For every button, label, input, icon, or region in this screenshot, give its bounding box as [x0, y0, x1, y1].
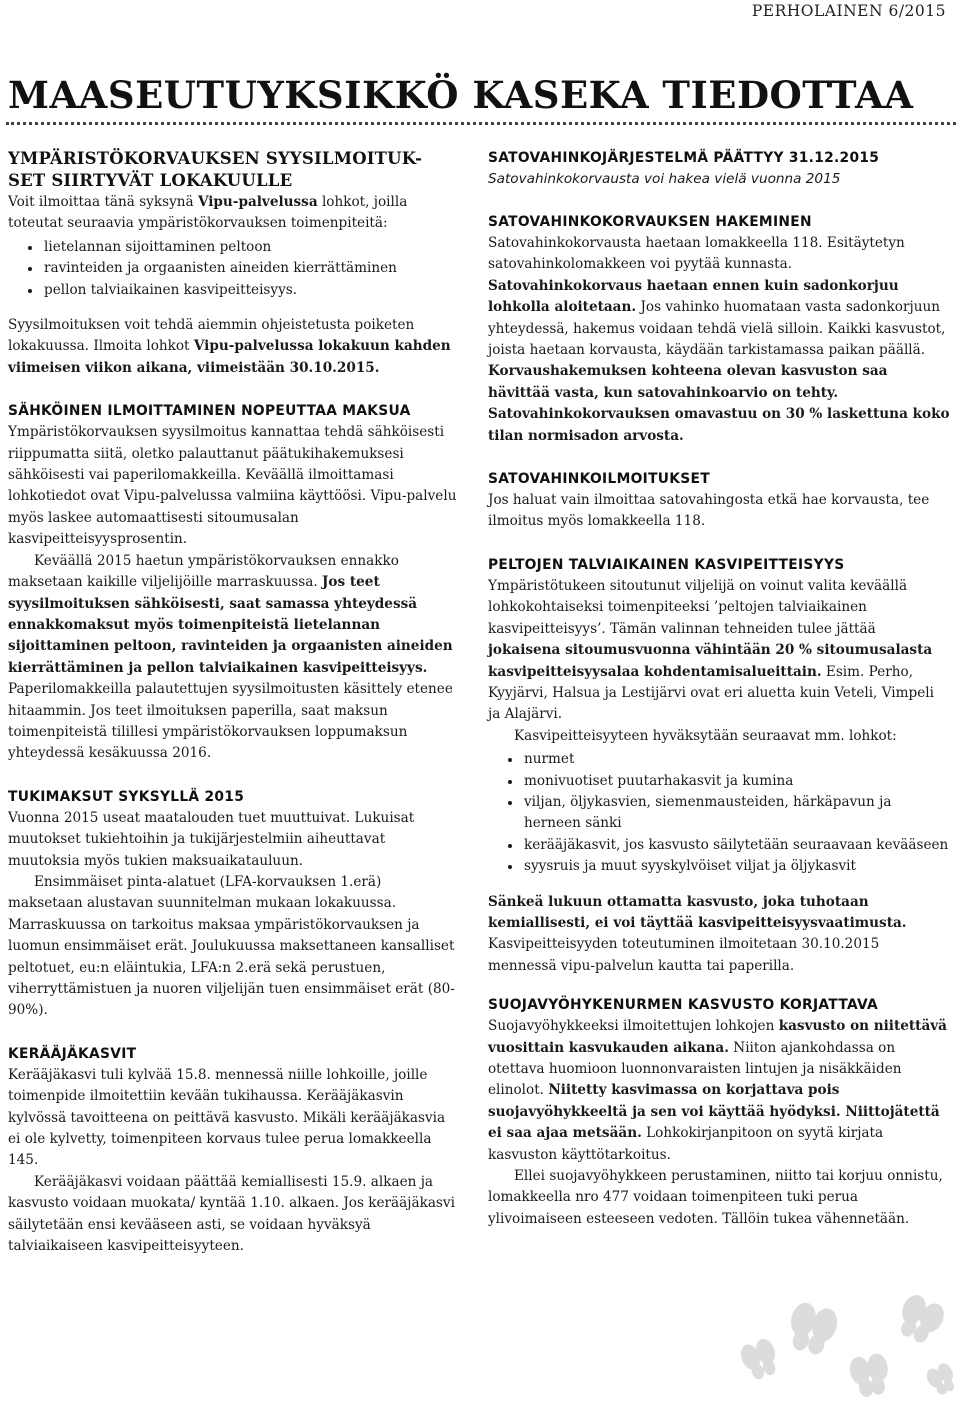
- paragraph: Jos haluat vain ilmoittaa satovahingosta etkä hae korvausta, tee ilmoitus myös lomakkeella 118.: [488, 492, 930, 530]
- section-heading: SATOVAHINKOKORVAUKSEN HAKEMINEN: [488, 214, 812, 230]
- bullet-list: [8, 237, 460, 301]
- heading-line-1: YMPÄRISTÖKORVAUKSEN SYYSILMOITUK-: [8, 149, 423, 168]
- list-item: • kerääjäkasvit, jos kasvusto säilytetään seuraavaan kevääseen: [522, 835, 950, 856]
- text-run: Kasvipeitteisyyden toteutuminen ilmoitetaan 30.10.2015 mennessä vipu-palvelun kautta tai paperilla.: [488, 936, 880, 974]
- text-run-bold: Satovahinkokorvaus haetaan ennen kuin sadonkorjuu lohkolla aloitetaan.: [488, 277, 899, 316]
- page-title: MAASEUTUYKSIKKÖ KASEKA TIEDOTTAA: [8, 73, 914, 117]
- paragraph: [8, 551, 460, 765]
- text-run: Paperilomakkeilla palautettujen syysilmoitusten käsittely etenee hitaammin. Jos teet ilmoituksen paperilla, saat maksun toimenpiteistä tilillesi ympäristökorvauksen loppumaksun yhteydessä kesäkuussa 2016.: [8, 681, 453, 762]
- list-item: • pellon talviaikainen kasvipeitteisyys.: [42, 280, 460, 301]
- paragraph: [8, 192, 460, 235]
- text-run: Satovahinkokorvausta haetaan lomakkeella 118. Esitäytetyn satovahinkolomakkeen voi pyytää kunnasta.: [488, 235, 905, 273]
- text-run: Syysilmoituksen voit tehdä aiemmin ohjeistetusta poiketen lokakuussa. Ilmoita lohkot: [8, 317, 415, 355]
- section-satovahinkoilmoitukset: [488, 469, 950, 533]
- heading-line-2: SET SIIRTYVÄT LOKAKUULLE: [8, 171, 293, 190]
- paragraph: Vuonna 2015 useat maatalouden tuet muuttuivat. Lukuisat muutokset tukiehtoihin ja tukijärjestelmiin aiheuttavat muutoksia myös tukien maksuaikatauluun.: [8, 809, 415, 869]
- section-heading: [8, 148, 460, 192]
- section-suojavyohykenurmi: [488, 995, 950, 1230]
- paragraph: [8, 315, 460, 379]
- text-run-bold: Niitetty kasvimassa on korjattava pois suojavyöhykkeeltä ja sen voi käyttää hyödyksi. Niittojätettä ei saa ajaa metsään.: [488, 1082, 940, 1142]
- butterflies-icon: [720, 1268, 960, 1401]
- list-item: • lietelannan sijoittaminen peltoon: [42, 237, 460, 258]
- list-item: • nurmet: [522, 749, 950, 770]
- list-item: • syysruis ja muut syyskylvöiset viljat ja öljykasvit: [522, 856, 950, 877]
- paragraph: Ensimmäiset pinta-alatuet (LFA-korvauksen 1.erä) maksetaan alustavan suunnitelman mukaan lokakuussa. Marraskuussa on tarkoitus maksaa ympäristökorvauksen ja luomun ensimmäiset erät. Joulukuussa maksettaneen kansalliset peltotuet, eu:n eläintukia, LFA:n 2.erä sekä perustuen, viherryttämistuen ja nuoren viljelijän tuen ensimmäiset erät (80-90%).: [8, 873, 455, 1019]
- title-divider: [6, 122, 956, 125]
- section-heading: KERÄÄJÄKASVIT: [8, 1045, 137, 1062]
- text-run: Ympäristötukeen sitoutunut viljelijä on voinut valita keväällä lohkokohtaiseksi toimenpiteeksi ’peltojen talviaikainen kasvipeitteisyys’. Tämän valinnan tehneiden tulee jättää: [488, 577, 908, 637]
- text-run: Voit ilmoittaa tänä syksynä: [8, 194, 198, 210]
- section-syysilmoitukset: [8, 148, 460, 379]
- paragraph: Kerääjäkasvi voidaan päättää kemiallisesti 15.9. alkaen ja kasvusto voidaan muokata/ kyntää 1.10. alkaen. Jos kerääjäkasvi säilytetään ensi kevääseen asti, se voidaan hyväksyä talviaikaiseen kasvipeitteisyyteen.: [8, 1173, 455, 1255]
- section-heading: SATOVAHINKOILMOITUKSET: [488, 471, 710, 488]
- text-run-bold: Vipu-palvelussa: [197, 194, 318, 210]
- text-run: Niiton ajankohdassa on otettava huomioon luonnonvaraisten lintujen ja nisäkkäiden elinolot.: [488, 1039, 902, 1099]
- paragraph: [488, 233, 950, 447]
- bullet-list: [488, 749, 950, 877]
- section-heading: SÄHKÖINEN ILMOITTAMINEN NOPEUTTAA MAKSUA: [8, 403, 411, 420]
- paragraph: [488, 1016, 950, 1166]
- section-heading: SUOJAVYÖHYKENURMEN KASVUSTO KORJATTAVA: [488, 997, 879, 1014]
- paragraph: Ellei suojavyöhykkeen perustaminen, niitto tai korjuu onnistu, lomakkeella nro 477 voidaan toimenpiteen tuki perua ylivoimaiseen esteeseen vedoten. Tällöin tukea vähennetään.: [488, 1168, 943, 1227]
- section-satovahinkojarjestelma: [488, 148, 950, 190]
- section-keraajakasvit: [8, 1044, 460, 1258]
- text-run: Jos vahinko huomataan vasta sadonkorjuun yhteydessä, hakemus voidaan tehdä vielä silloin. Kaikki kasvustot, joista haetaan korvausta, käydään tarkistamassa paikan päällä.: [488, 299, 946, 359]
- text-run: Esim. Perho, Kyyjärvi, Halsua ja Lestijärvi ovat eri aluetta kuin Veteli, Vimpeli ja Alajärvi.: [488, 663, 934, 723]
- paragraph: Ympäristökorvauksen syysilmoitus kannattaa tehdä sähköisesti riippumatta siitä, oletko palauttanut päätukihakemuksesi sähköisesti vai paperilomakkeilla. Keväällä ilmoittamasi lohkotiedot ovat Vipu-palvelussa valmiina käyttöösi. Vipu-palvelu myös laskee automaattisesti sitoumusalan kasvipeitteisyysprosentin.: [8, 424, 457, 548]
- text-run-bold: Sänkeä lukuun ottamatta kasvusto, joka tuhotaan kemiallisesti, ei voi täyttää kasvipeitteisyysvaatimusta.: [488, 893, 907, 931]
- text-run-bold: Korvaushakemuksen kohteena olevan kasvuston saa hävittää vasta, kun satovahinkoarvio on tehty. Satovahinkokorvauksen omavastuu on 30 % laskettuna koko tilan normisadon arvosta.: [488, 363, 950, 444]
- list-item: • viljan, öljykasvien, siemenmausteiden, härkäpavun ja herneen sänki: [522, 792, 950, 835]
- list-item: • monivuotiset puutarhakasvit ja kumina: [522, 771, 950, 792]
- text-run-bold: Jos teet syysilmoituksen sähköisesti, saat samassa yhteydessä ennakkomaksut myös toimenpiteistä lietelannan sijoittaminen peltoon, ravinteiden ja orgaanisten aineiden kierrättäminen ja pellon talviaikainen kasvipeitteisyys.: [8, 574, 453, 676]
- text-run: Suojavyöhykkeeksi ilmoitettujen lohkojen: [488, 1018, 779, 1035]
- text-run: Lohkokirjanpitoon on syytä kirjata kasvuston käyttötarkoitus.: [488, 1125, 884, 1163]
- section-tukimaksut: [8, 787, 460, 1022]
- section-heading: PELTOJEN TALVIAIKAINEN KASVIPEITTEISYYS: [488, 556, 845, 573]
- left-column: [8, 148, 460, 1279]
- right-column: [488, 148, 950, 1252]
- section-subtitle: Satovahinkokorvausta voi hakea vielä vuonna 2015: [488, 171, 841, 187]
- text-run-bold: kasvusto on niitettävä vuosittain kasvukauden aikana.: [488, 1018, 947, 1056]
- section-satovahinkokorvauksen-hakeminen: [488, 212, 950, 447]
- section-heading: TUKIMAKSUT SYKSYLLÄ 2015: [8, 788, 245, 805]
- text-run: Keväällä 2015 haetun ympäristökorvauksen ennakko maksetaan kaikille viljelijöille marraskuussa.: [8, 552, 399, 591]
- text-run-bold: Vipu-palvelussa lokakuun kahden viimeisen viikon aikana, viimeistään 30.10.2015.: [8, 338, 451, 376]
- paragraph: [488, 892, 950, 978]
- paragraph: Kerääjäkasvi tuli kylvää 15.8. mennessä niille lohkoille, joille toimenpide ilmoitettiin kevään tukihaussa. Kerääjäkasvin kylvössä tavoitteena on peittävä kasvusto. Mikäli kerääjäkasvia ei ole kylvetty, toimenpiteen korvaus tulee perua lomakkeella 145.: [8, 1066, 446, 1169]
- section-talviaikainen-kasvipeitteisyys: [488, 555, 950, 977]
- text-run: lohkot, joilla toteutat seuraavia ympäristökorvauksen toimenpiteitä:: [8, 194, 408, 232]
- running-header: PERHOLAINEN 6/2015: [751, 2, 946, 20]
- list-item: • ravinteiden ja orgaanisten aineiden kierrättäminen: [42, 258, 460, 279]
- paragraph: Kasvipeitteisyyteen hyväksytään seuraavat mm. lohkot:: [514, 727, 897, 744]
- section-heading: SATOVAHINKOJÄRJESTELMÄ PÄÄTTYY 31.12.2015: [488, 150, 880, 166]
- paragraph: [488, 576, 950, 726]
- section-sahkoinen-ilmoittaminen: [8, 401, 460, 765]
- text-run-bold: jokaisena sitoumusvuonna vähintään 20 % sitoumusalasta kasvipeitteisyysalaa kohdentamisalueittain.: [488, 642, 933, 680]
